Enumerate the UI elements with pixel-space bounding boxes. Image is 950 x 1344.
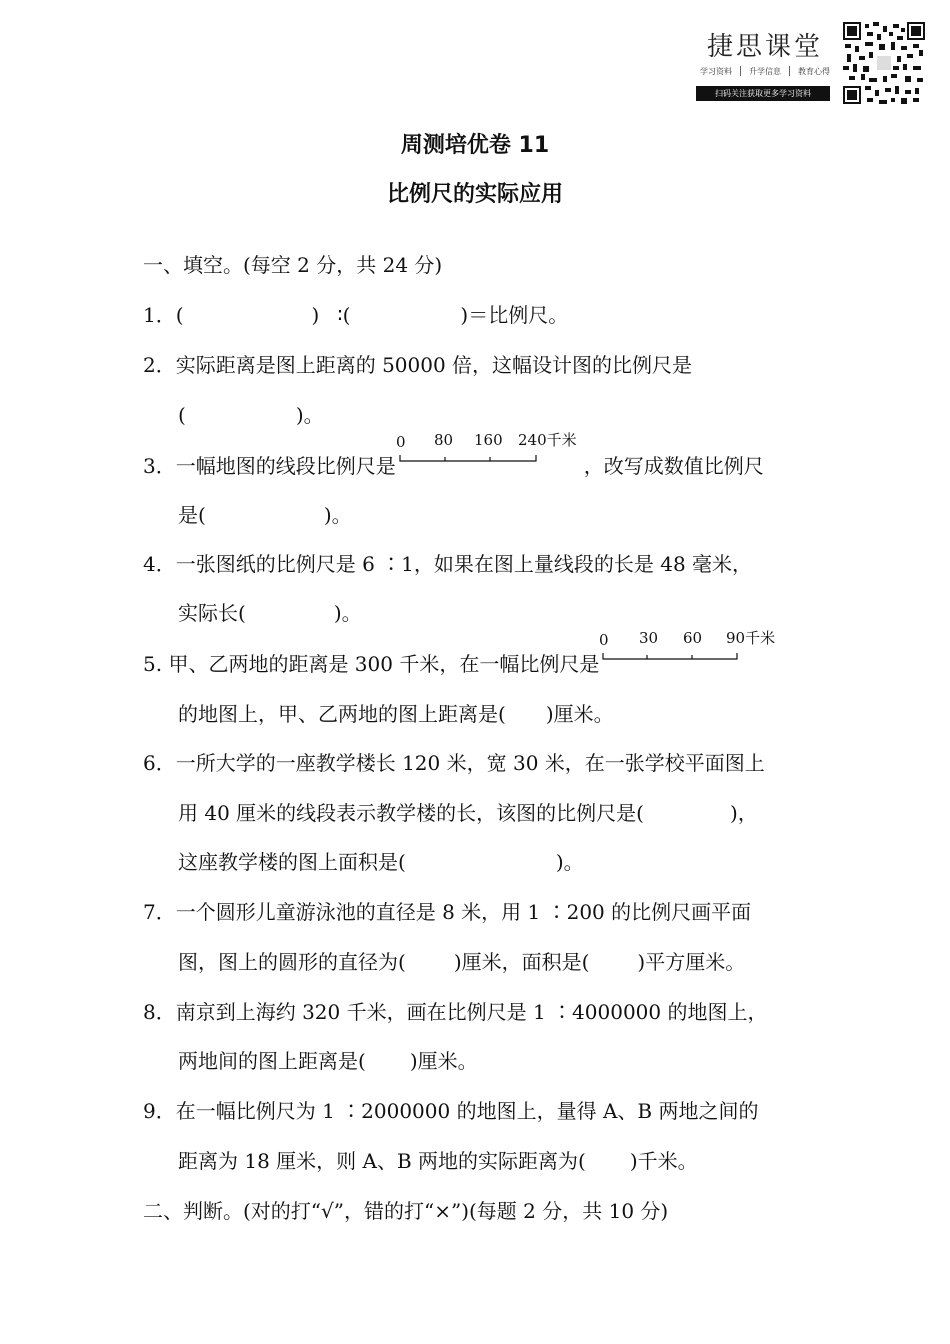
question-7-line-2	[178, 949, 745, 975]
text: )厘米。	[409, 1049, 478, 1073]
text: ，改写成数值比例尺	[583, 454, 764, 478]
brand-name: 捷思课堂	[706, 32, 823, 62]
question-6-line-3	[178, 849, 584, 875]
divider	[789, 66, 790, 76]
text: (	[178, 403, 186, 427]
section-heading: 一、填空。(每空 2 分，共 24 分)	[143, 253, 443, 277]
scale-label: 0	[395, 433, 406, 451]
question-6-line-2	[178, 800, 758, 826]
scale-label: 160	[473, 431, 503, 449]
scale-label: 30	[639, 629, 659, 647]
text: 的地图上，甲、乙两地的图上距离是(	[178, 702, 506, 726]
text: )千米。	[629, 1149, 698, 1173]
text: ∶	[337, 303, 343, 327]
text: )＝比例尺。	[460, 303, 569, 327]
question-2-line-2	[178, 402, 324, 428]
scale-label: 0	[599, 631, 609, 649]
scale-label: 240千米	[517, 431, 577, 449]
text: )。	[555, 850, 584, 874]
text: 用 40 厘米的线段表示教学楼的长，该图的比例尺是(	[178, 801, 644, 825]
question-5-line-2	[178, 701, 614, 727]
text: 是(	[178, 503, 206, 527]
question-1	[143, 302, 568, 328]
page-subtitle: 比例尺的实际应用	[386, 182, 563, 207]
qr-code-icon	[843, 22, 925, 104]
brand-tags	[698, 66, 832, 77]
text: 这座教学楼的图上面积是(	[178, 850, 406, 874]
text: 实际长(	[178, 601, 246, 625]
scale-bar-graphic	[395, 431, 584, 475]
question-3-line-2	[178, 502, 352, 528]
brand-tag: 升学信息	[749, 67, 781, 76]
question-4-line-2	[178, 600, 362, 626]
question-8-line-2	[178, 1048, 478, 1074]
brand-tag: 教育心得	[798, 67, 830, 76]
brand-bar: 扫码关注获取更多学习资料	[696, 86, 830, 101]
page-title: 周测培优卷 11	[400, 133, 550, 158]
text: 3．一幅地图的线段比例尺是	[143, 454, 396, 478]
text: )厘米，面积是(	[453, 950, 590, 974]
text: 两地间的图上距离是(	[178, 1049, 366, 1073]
scale-label: 80	[433, 431, 453, 449]
scale-label: 90千米	[726, 629, 776, 647]
question-6: 6．一所大学的一座教学楼长 120 米，宽 30 米，在一张学校平面图上	[143, 751, 765, 775]
question-9-line-2	[178, 1148, 698, 1174]
brand-tag: 学习资料	[700, 67, 732, 76]
divider	[740, 66, 741, 76]
brand-logo	[694, 22, 836, 106]
question-number: 1．	[143, 303, 176, 327]
text: (	[175, 303, 184, 327]
scale-bar-line	[400, 455, 536, 461]
question-5	[143, 629, 779, 677]
question-7: 7．一个圆形儿童游泳池的直径是 8 米，用 1 ∶200 的比例尺画平面	[143, 900, 752, 924]
text: 距离为 18 厘米，则 A、B 两地的实际距离为(	[178, 1149, 586, 1173]
text: )。	[295, 403, 324, 427]
text: )。	[333, 601, 362, 625]
question-2: 2．实际距离是图上距离的 50000 倍，这幅设计图的比例尺是	[143, 353, 693, 377]
text: 5. 甲、乙两地的距离是 300 千米，在一幅比例尺是	[143, 652, 600, 676]
scale-bar-line	[603, 653, 737, 659]
text: )厘米。	[545, 702, 614, 726]
line-scale-bar	[599, 629, 779, 671]
text: )平方厘米。	[637, 950, 746, 974]
text: 图，图上的圆形的直径为(	[178, 950, 406, 974]
line-scale-bar	[395, 431, 584, 473]
text: (	[342, 303, 351, 327]
section-heading: 二、判断。(对的打“√”，错的打“×”)(每题 2 分，共 10 分)	[143, 1199, 669, 1223]
question-4: 4．一张图纸的比例尺是 6 ∶1，如果在图上量线段的长是 48 毫米，	[143, 552, 753, 576]
scale-bar-graphic	[599, 629, 779, 673]
text: )，	[729, 801, 758, 825]
question-8: 8．南京到上海约 320 千米，画在比例尺是 1 ∶4000000 的地图上，	[143, 1000, 768, 1024]
text: )	[311, 303, 320, 327]
text: )。	[323, 503, 352, 527]
question-3	[143, 431, 764, 479]
scale-label: 60	[683, 629, 703, 647]
question-9: 9．在一幅比例尺为 1 ∶2000000 的地图上，量得 A、B 两地之间的	[143, 1099, 759, 1123]
